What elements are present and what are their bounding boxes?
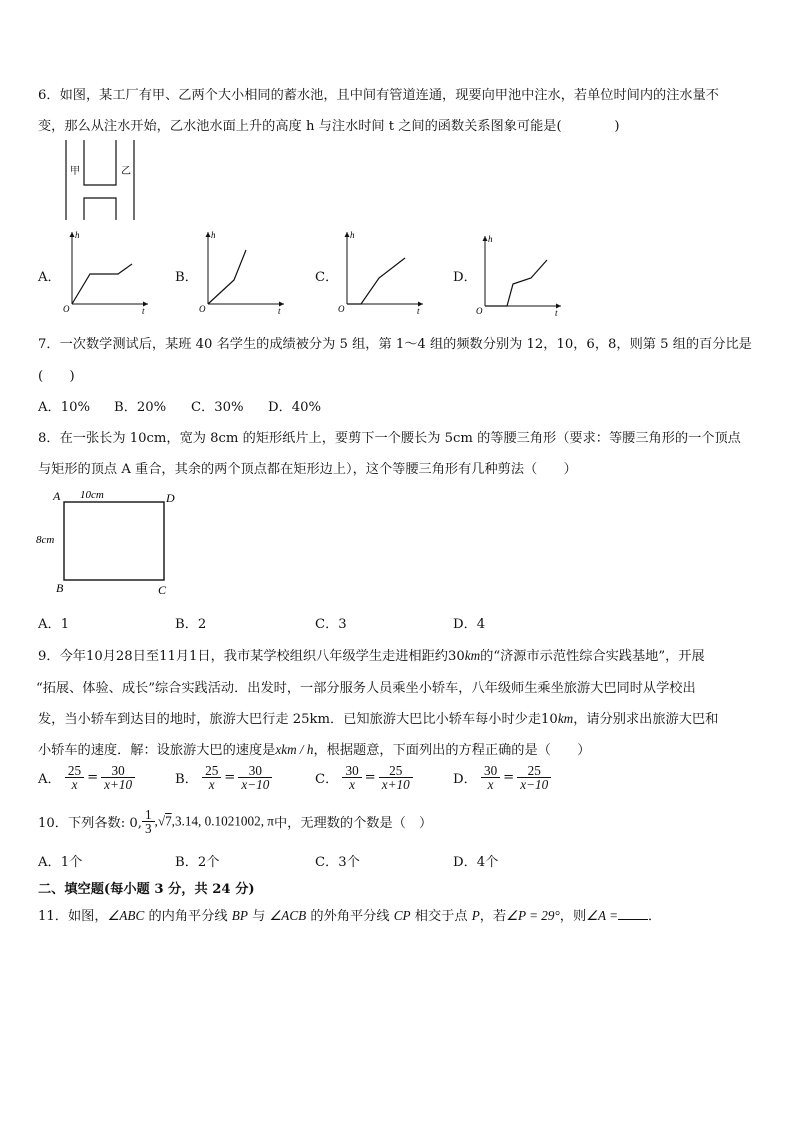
q6-text-line2: 变，那么从注水开始，乙水池水面上升的高度 h 与注水时间 t 之间的函数关系图象可能是( ) <box>38 119 620 134</box>
frac-den: x <box>71 777 78 793</box>
q6-c-origin: O <box>338 304 345 314</box>
q9-option-b: B． $\frac{25}{x}$ = $\frac{30}{x-10}$ <box>175 764 272 791</box>
q6-a-origin: O <box>63 304 70 314</box>
q9-line1-part1: 9．今年10月28日至11月1日，我市某学校组织八年级学生走进相距约30 <box>38 649 465 664</box>
q11-angle-p: ∠P = 29° <box>506 908 560 923</box>
q11-angle-acb: ∠ACB <box>269 908 307 923</box>
frac-num: 30 <box>481 764 500 778</box>
q9-text-line1 <box>38 645 705 664</box>
q10-prefix: 10．下列各数: 0, <box>38 816 142 832</box>
vertex-b: B <box>56 581 64 595</box>
q9-line3-unit: km <box>557 711 574 726</box>
q9-line4-part1: 小轿车的速度．解：设旅游大巴的速度是 <box>38 743 276 758</box>
q9-d-left-frac <box>481 764 500 791</box>
q6-d-origin: O <box>476 306 483 316</box>
q9-option-c: C． $\frac{30}{x}$ = $\frac{25}{x+10}$ <box>315 764 413 791</box>
top-length-label: 10cm <box>80 489 104 501</box>
frac-num: 30 <box>342 764 361 778</box>
q7-text-line1: 7．一次数学测试后，某班 40 名学生的成绩被分为 5 组，第 1～4 组的频数分别为 12，10，6，8，则第 5 组的百分比是 <box>38 337 752 352</box>
q9-option-a-letter: A． <box>38 772 61 788</box>
frac-den: 3 <box>144 821 152 837</box>
q6-option-a-graph <box>60 228 150 314</box>
q11-part: ． <box>647 909 662 924</box>
rectangle-figure <box>36 486 180 598</box>
frac-den: x+10 <box>381 777 410 793</box>
frac-den: x <box>208 777 215 793</box>
q9-option-d: D． $\frac{30}{x}$ = $\frac{25}{x-10}$ <box>453 764 551 791</box>
q6-option-c-graph <box>335 228 425 314</box>
q6-b-origin: O <box>199 304 206 314</box>
q11-point-p: P <box>471 908 480 923</box>
q9-line1-part2: 的“济源市示范性综合实践基地”，开展 <box>480 649 705 664</box>
q11-part: 与 <box>247 909 270 924</box>
q8-option-d: D．4 <box>453 617 486 632</box>
frac-num: 25 <box>517 764 551 778</box>
q8-text-line2: 与矩形的顶点 A 重合，其余的两个顶点都在矩形边上），这个等腰三角形有几种剪法（ ） <box>38 462 577 477</box>
q9-d-right-frac <box>517 764 551 791</box>
q10-option-a: A．1个 <box>38 855 83 870</box>
vertex-a: A <box>53 489 61 503</box>
q9-text-line3 <box>38 708 718 727</box>
q11-angle-a: ∠A = <box>586 908 618 923</box>
q7-option-b: B．20% <box>114 400 167 415</box>
q9-option-c-letter: C． <box>315 772 339 788</box>
q9-option-b-letter: B． <box>175 772 198 788</box>
q10-suffix: 中，无理数的个数是（ ） <box>273 816 433 832</box>
answer-blank[interactable] <box>618 907 648 920</box>
q6-b-axis-t: t <box>278 306 281 316</box>
q9-b-right-frac <box>238 764 272 791</box>
pool-label-jia: 甲 <box>70 166 80 177</box>
q10-text <box>38 808 432 835</box>
q9-line3-part1: 发，当小轿车到达目的地时，旅游大巴行走 25km．已知旅游大巴比小轿车每小时少走10 <box>38 712 558 727</box>
q10-fraction <box>142 808 155 835</box>
q9-c-right-frac <box>379 764 413 791</box>
q11-part: 11．如图， <box>38 909 108 924</box>
q6-option-b-graph <box>196 228 286 314</box>
frac-den: x−10 <box>241 777 270 793</box>
q11-part: 相交于点 <box>410 909 472 924</box>
frac-num: 30 <box>101 764 135 778</box>
q10-option-b: B．2个 <box>175 855 220 870</box>
q6-text-line1: 6．如图，某工厂有甲、乙两个大小相同的蓄水池，且中间有管道连通，现要向甲池中注水，若单位时间内的注水量不 <box>38 88 719 103</box>
frac-num: 1 <box>142 808 155 822</box>
frac-den: x <box>349 777 355 793</box>
q10-option-c: C．3个 <box>315 855 360 870</box>
q10-option-d: D．4个 <box>453 855 499 870</box>
q9-option-d-letter: D． <box>453 772 477 788</box>
q11-part: ，若 <box>479 909 507 924</box>
q6-b-axis-h: h <box>211 230 216 240</box>
q6-option-d-graph <box>473 232 563 318</box>
frac-den: x+10 <box>104 777 133 793</box>
pool-figure <box>60 140 140 222</box>
q9-line4-part2: ，根据题意，下面列出的方程正确的是（ ） <box>313 743 591 758</box>
q6-option-a-label: A． <box>38 270 61 285</box>
q7-option-c: C．30% <box>191 400 244 415</box>
q6-option-d-label: D． <box>453 270 477 285</box>
vertex-d: D <box>166 491 175 505</box>
q11-part: 的外角平分线 <box>306 909 394 924</box>
frac-den: x−10 <box>520 777 549 793</box>
q9-a-right-frac <box>101 764 135 791</box>
q8-text-line1: 8．在一张长为 10cm，宽为 8cm 的矩形纸片上，要剪下一个腰长为 5cm 的等腰三角形（要求：等腰三角形的一个顶点 <box>38 431 741 446</box>
vertex-c: C <box>158 583 167 597</box>
q6-option-b-label: B． <box>175 270 198 285</box>
frac-num: 30 <box>238 764 272 778</box>
section-heading: 二、填空题(每小题 3 分，共 24 分) <box>38 882 255 897</box>
q9-b-left-frac <box>202 764 221 791</box>
frac-num: 25 <box>379 764 413 778</box>
q6-c-axis-h: h <box>350 230 355 240</box>
frac-num: 25 <box>202 764 221 778</box>
q7-text-line2: ( ) <box>38 369 75 384</box>
q9-option-a: A． $\frac{25}{x}$ = $\frac{30}{x+10}$ <box>38 764 135 791</box>
q8-option-c: C．3 <box>315 617 347 632</box>
q11-part: ，则 <box>559 909 587 924</box>
q7-option-d: D．40% <box>268 400 322 415</box>
q11-bp: BP <box>231 908 248 923</box>
sqrt-value: 7 <box>165 813 172 829</box>
q6-a-axis-h: h <box>75 230 80 240</box>
q6-d-axis-h: h <box>488 234 493 244</box>
q8-option-a: A．1 <box>38 617 70 632</box>
q10-numbers: ,3.14, 0.1021002, π <box>171 813 274 829</box>
frac-den: x <box>487 777 494 793</box>
q11-part: 的内角平分线 <box>144 909 232 924</box>
q6-a-axis-t: t <box>142 306 145 316</box>
q11-angle-abc: ∠ABC <box>107 908 145 923</box>
q9-a-left-frac <box>65 764 84 791</box>
side-length-label: 8cm <box>36 534 55 546</box>
q11-text <box>38 905 661 924</box>
frac-num: 25 <box>65 764 84 778</box>
q10-sqrt: ,√7 <box>154 813 172 829</box>
q11-cp: CP <box>393 908 411 923</box>
q9-line3-part2: ，请分别求出旅游大巴和 <box>573 712 719 727</box>
q9-c-left-frac <box>342 764 361 791</box>
pool-label-yi: 乙 <box>121 166 131 177</box>
q9-text-line4 <box>38 739 590 758</box>
q9-text-line2: “拓展、体验、成长”综合实践活动．出发时，一部分服务人员乘坐小轿车，八年级师生乘坐旅游大巴同时从学校出 <box>36 681 696 696</box>
q8-option-b: B．2 <box>175 617 207 632</box>
q6-c-axis-t: t <box>417 306 420 316</box>
q6-d-axis-t: t <box>555 308 558 318</box>
q7-option-a: A．10% <box>38 400 91 415</box>
q6-option-c-label: C． <box>315 270 339 285</box>
q9-line4-var: xkm / h <box>275 742 314 757</box>
q9-line1-unit: km <box>464 648 481 663</box>
